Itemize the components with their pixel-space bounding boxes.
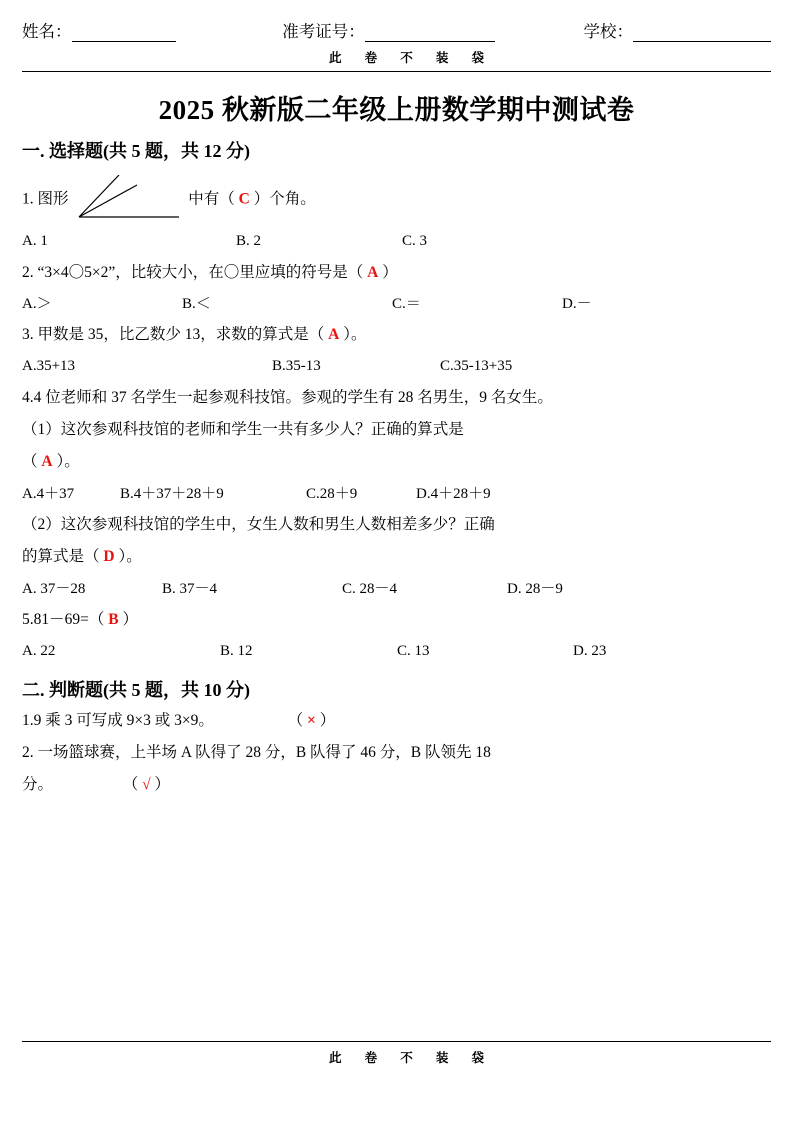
school-field (584, 18, 772, 42)
question-3-option-b[interactable]: B.35-13 (272, 358, 321, 375)
tf-question-2-stem: 2. 一场篮球赛，上半场 A 队得了 28 分，B 队得了 46 分，B 队领先 18 (22, 743, 491, 761)
question-4-sub1-option-b[interactable]: B.4＋37＋28＋9 (120, 485, 224, 502)
tf-question-2-answer-line (22, 770, 771, 800)
tf-question-1-answer: × (307, 711, 316, 729)
school-label: 学校： (583, 22, 633, 41)
exam-id-field (282, 18, 495, 42)
question-1-options (22, 227, 771, 256)
tf-question-2-answer: √ (142, 776, 151, 794)
question-3-stem: 3. 甲数是 35，比乙数少 13，求数的算式是（ (22, 326, 325, 344)
question-5 (22, 605, 771, 635)
question-3-option-c[interactable]: C.35-13+35 (440, 358, 513, 375)
footer-divider (22, 1041, 771, 1042)
question-4-sub1-answer: A (41, 453, 53, 471)
question-4-sub1-answer-line (22, 447, 771, 477)
question-5-option-a[interactable]: A. 22 (22, 643, 56, 660)
question-4-sub1-options (22, 480, 771, 509)
tf-question-2-paren-close: ） (154, 776, 171, 794)
question-5-stem-tail: ） (122, 611, 138, 629)
name-label: 姓名： (22, 22, 72, 41)
section-heading-choice: 一. 选择题(共 5 题，共 12 分) (22, 141, 250, 161)
question-2 (22, 258, 771, 288)
question-2-option-c[interactable]: C.＝ (392, 295, 421, 312)
question-4-sub2-answer-line (22, 542, 771, 572)
page-title: 2025 秋新版二年级上册数学期中测试卷 (158, 95, 635, 125)
seal-text-bottom: 此 卷 不 装 袋 (328, 1051, 494, 1065)
question-5-options (22, 637, 771, 666)
question-2-option-a[interactable]: A.＞ (22, 295, 52, 312)
question-4-sub2-option-b[interactable]: B. 37－4 (162, 580, 218, 597)
question-4-sub2-text2: 的算式是（ (22, 548, 100, 566)
question-2-stem: 2. “3×4〇5×2”，比较大小，在〇里应填的符号是（ (22, 263, 364, 281)
question-5-answer: B (108, 611, 119, 629)
question-4-sub2-answer: D (103, 548, 115, 566)
question-1-option-a[interactable]: A. 1 (22, 233, 48, 249)
question-4-sub2-option-c[interactable]: C. 28－4 (342, 580, 398, 597)
question-1-stem-tail: ）个角。 (253, 190, 316, 208)
question-4-sub1-paren-open: （ (22, 453, 38, 471)
tf-question-1 (22, 706, 771, 736)
exam-id-label: 准考证号： (282, 22, 365, 41)
tf-question-1-paren-open: （ (287, 711, 304, 729)
header-divider (22, 71, 771, 72)
exam-id-input-line[interactable] (365, 26, 495, 42)
question-4-sub2-options (22, 575, 771, 604)
question-4-sub2-tail: ）。 (118, 548, 142, 566)
name-input-line[interactable] (72, 26, 176, 42)
question-4-sub1-option-c[interactable]: C.28＋9 (306, 485, 358, 502)
tf-question-2-stem2: 分。 (22, 776, 54, 794)
question-3-option-a[interactable]: A.35+13 (22, 358, 76, 375)
school-input-line[interactable] (633, 26, 771, 42)
name-field (22, 18, 176, 42)
spacer (22, 167, 771, 173)
question-5-stem: 5.81－69=（ (22, 611, 105, 629)
question-2-options (22, 290, 771, 319)
question-4-sub1-option-d[interactable]: D.4＋28＋9 (416, 485, 491, 502)
question-4-sub2-option-a[interactable]: A. 37－28 (22, 580, 86, 597)
question-4-stem: 4.4 位老师和 37 名学生一起参观科技馆。参观的学生有 28 名男生，9 名女生。 (22, 388, 553, 406)
question-5-option-d[interactable]: D. 23 (573, 643, 607, 660)
page-footer (22, 1041, 771, 1066)
question-3-stem-tail: ）。 (343, 326, 367, 344)
question-3-answer: A (328, 326, 340, 344)
question-4-sub2-option-d[interactable]: D. 28－9 (507, 580, 563, 597)
page-header (22, 0, 771, 42)
question-4-sub1-text: （1）这次参观科技馆的老师和学生一共有多少人？正确的算式是 (22, 421, 464, 439)
section-heading-truefalse: 二. 判断题(共 5 题，共 10 分) (22, 679, 250, 700)
question-1-option-c[interactable]: C. 3 (402, 233, 428, 249)
seal-text-top: 此 卷 不 装 袋 (328, 51, 494, 65)
question-2-option-b[interactable]: B.＜ (182, 295, 211, 312)
tf-question-2-paren-open: （ (122, 776, 139, 794)
question-3-options (22, 352, 771, 381)
tf-question-1-paren-close: ） (319, 711, 336, 729)
question-3 (22, 320, 771, 350)
question-1-option-b[interactable]: B. 2 (236, 233, 262, 249)
question-1-stem-after: 中有（ (188, 190, 235, 208)
angle-figure-icon (74, 175, 182, 225)
question-2-option-d[interactable]: D.－ (562, 295, 592, 312)
question-5-option-b[interactable]: B. 12 (220, 643, 253, 660)
question-4-sub1-option-a[interactable]: A.4＋37 (22, 485, 75, 502)
question-4-sub2-text: （2）这次参观科技馆的学生中，女生人数和男生人数相差多少？正确 (22, 516, 495, 534)
tf-question-1-stem: 1.9 乘 3 可写成 9×3 或 3×9。 (22, 711, 214, 729)
question-1-stem-before: 1. 图形 (22, 190, 69, 208)
question-1-answer: C (238, 190, 250, 208)
question-4-sub1-paren-close: ）。 (56, 453, 80, 471)
question-2-answer: A (367, 263, 379, 281)
question-1 (22, 175, 771, 225)
question-5-option-c[interactable]: C. 13 (397, 643, 430, 660)
question-2-stem-tail: ） (382, 263, 398, 281)
